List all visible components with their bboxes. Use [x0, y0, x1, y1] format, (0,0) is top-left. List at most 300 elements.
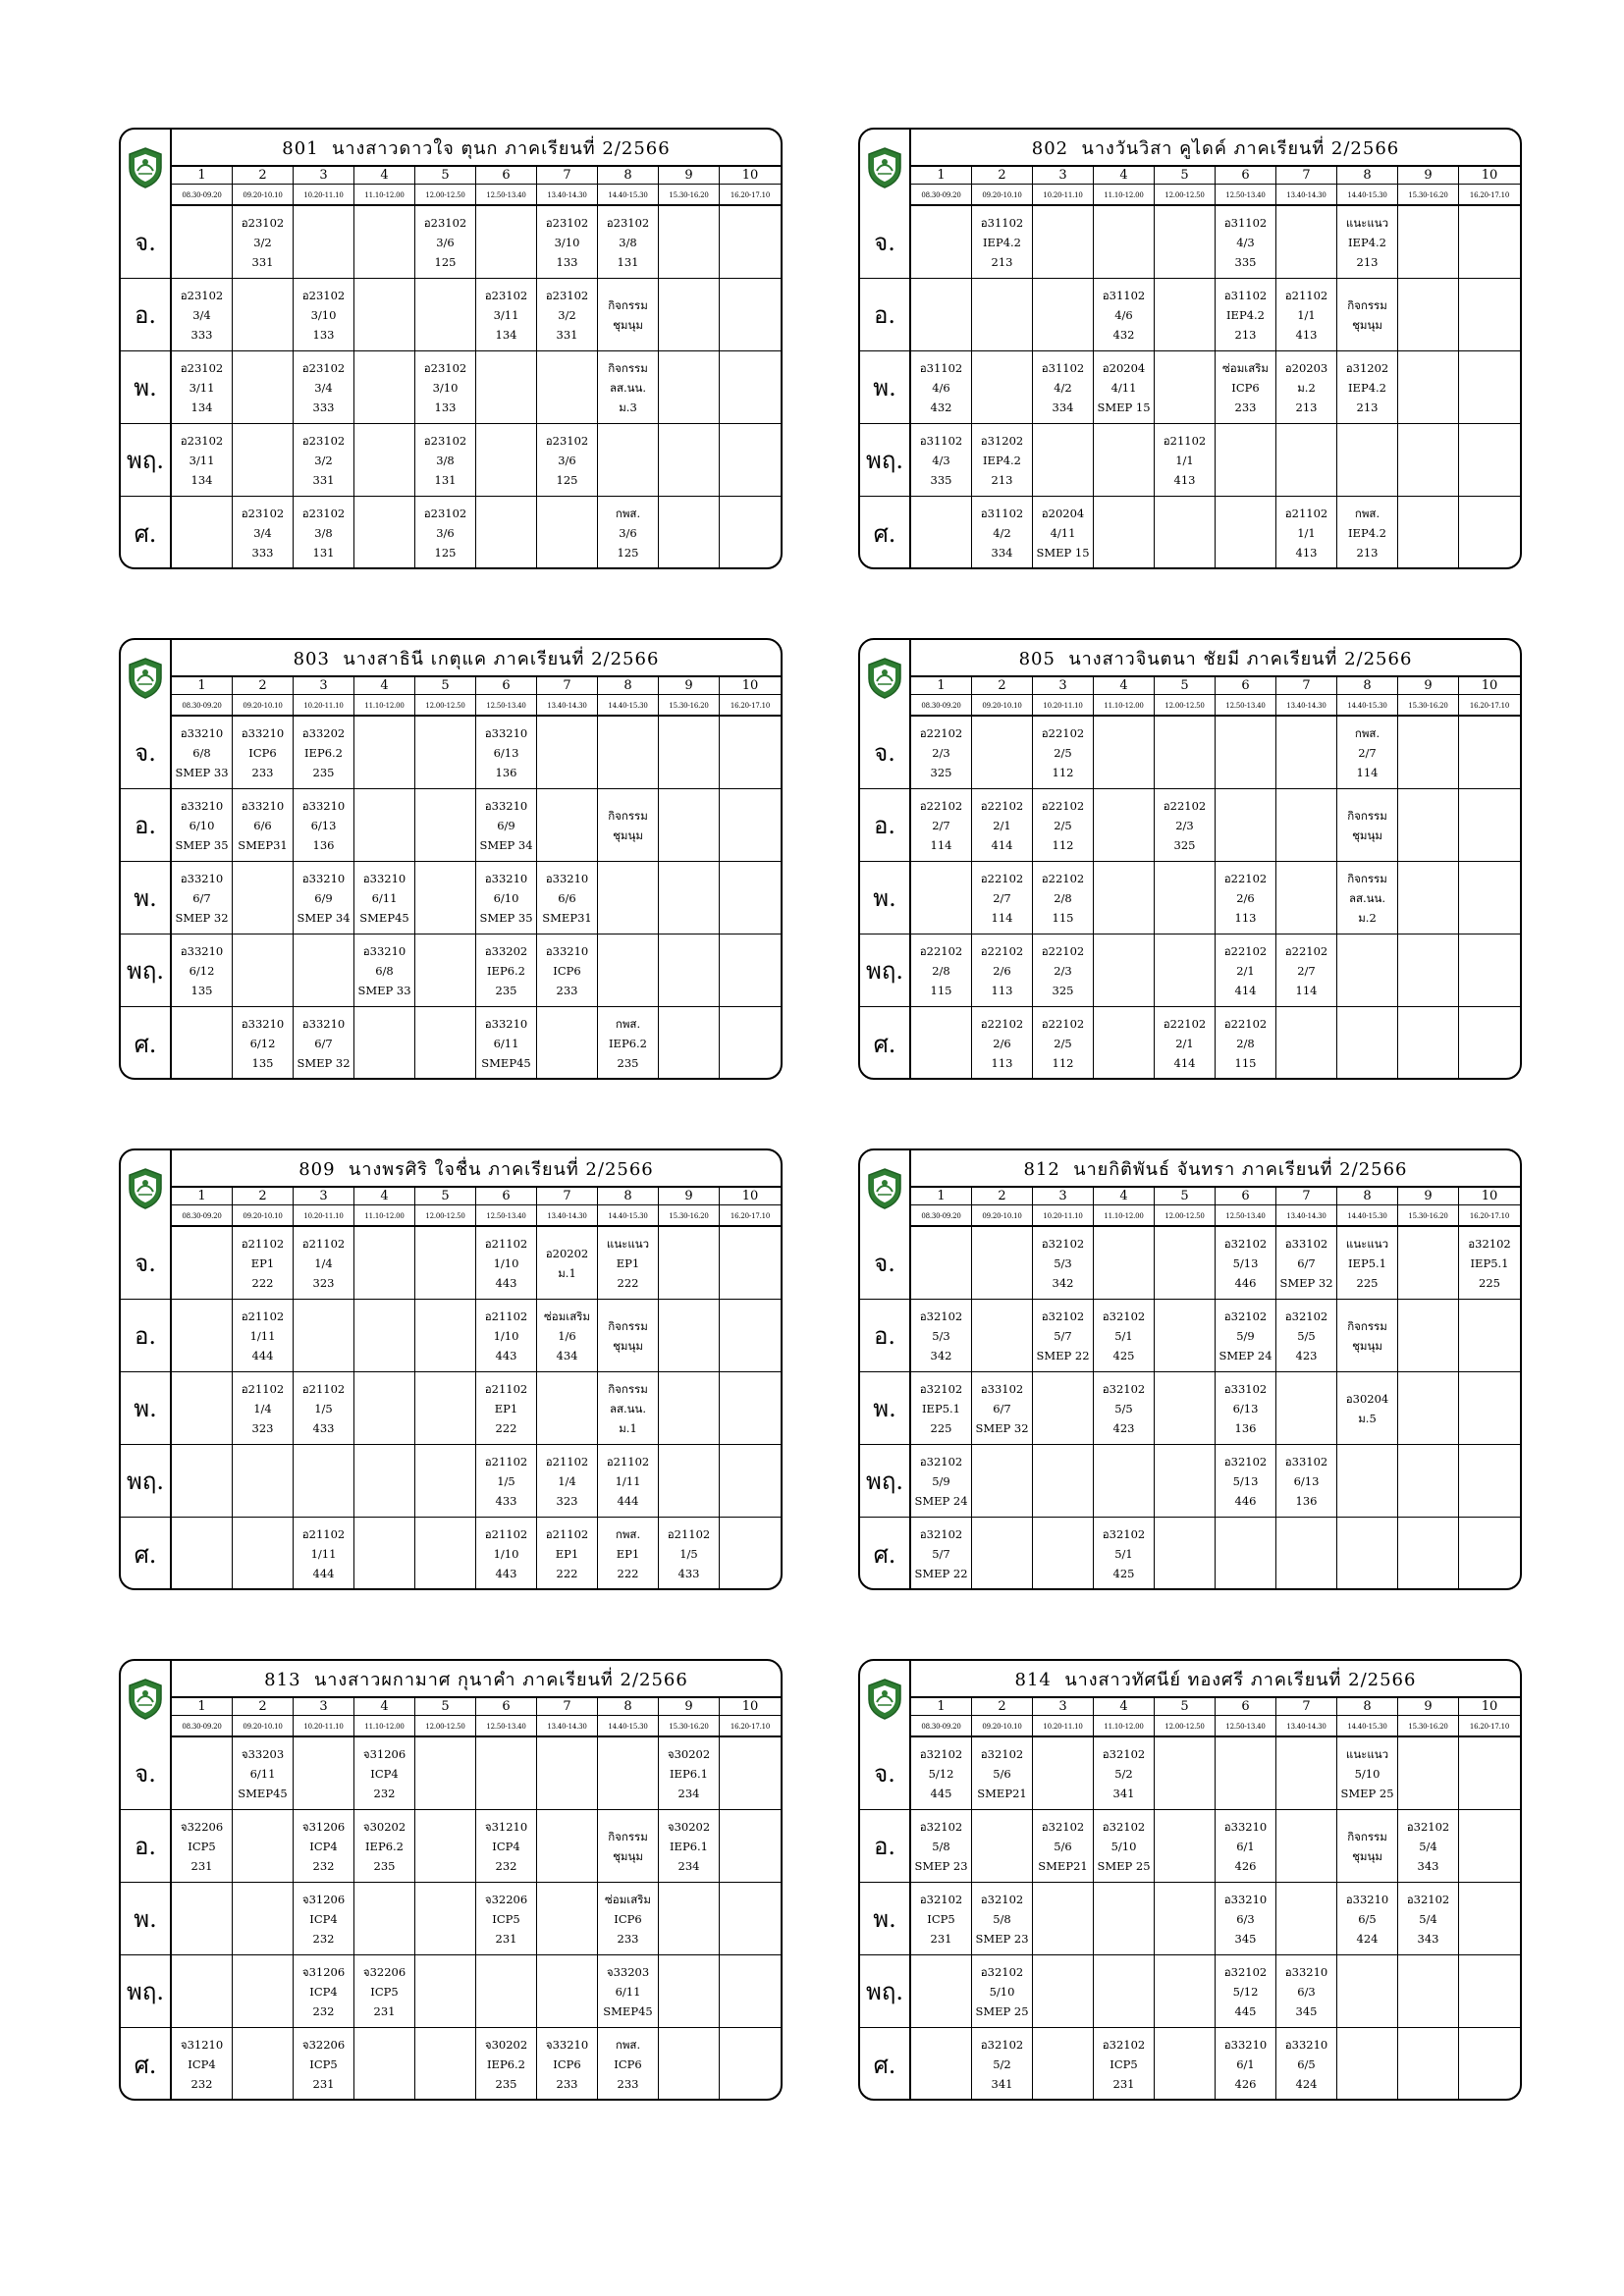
schedule-cell — [972, 1227, 1033, 1299]
schedule-cell — [720, 1300, 781, 1371]
cell-line: อ32102 — [1102, 1381, 1146, 1396]
schedule-cell — [415, 206, 476, 278]
schedule-cell — [476, 206, 537, 278]
schedule-cell — [1216, 1810, 1276, 1882]
cell-line: 1/1 — [1297, 526, 1316, 540]
period-number: 6 — [476, 677, 537, 695]
day-row — [121, 1227, 781, 1300]
cell-line: อ33210 — [180, 798, 224, 813]
period-time: 15.30-16.20 — [1398, 1716, 1459, 1737]
cell-line: 213 — [1356, 254, 1379, 269]
period-time: 08.30-09.20 — [172, 1205, 233, 1227]
schedule-cell — [354, 279, 415, 350]
schedule-cell — [1459, 1955, 1520, 2027]
period-number: 5 — [415, 1698, 476, 1716]
cell-line: อ23102 — [545, 215, 589, 230]
schedule-cell — [172, 1445, 233, 1517]
cell-line: 6/11 — [615, 1984, 641, 1999]
school-crest-icon — [126, 1167, 165, 1210]
period-times — [172, 185, 781, 206]
period-number: 1 — [911, 1698, 972, 1716]
cell-line: 234 — [677, 1858, 700, 1873]
cell-line: 136 — [1234, 1420, 1257, 1435]
cell-line: 6/7 — [192, 890, 211, 905]
schedule-cell — [659, 497, 720, 569]
cell-line: ม.2 — [1358, 910, 1377, 925]
cell-line: 4/3 — [1236, 235, 1255, 249]
schedule-cell — [720, 1737, 781, 1809]
period-times — [172, 1205, 781, 1227]
schedule-cell — [1459, 1007, 1520, 1080]
cell-line: 113 — [991, 983, 1013, 997]
schedule-cell — [1033, 1810, 1094, 1882]
cell-line: 135 — [251, 1056, 274, 1070]
cell-line: อ21102 — [301, 1381, 346, 1396]
period-number: 9 — [1398, 677, 1459, 695]
period-time: 11.10-12.00 — [354, 185, 415, 206]
cell-line: 133 — [312, 327, 335, 342]
schedule-cell — [972, 862, 1033, 934]
cell-line: อ23102 — [301, 507, 346, 520]
cell-line: 5/5 — [1114, 1401, 1133, 1415]
cell-line: IEP6.2 — [487, 2057, 525, 2071]
cell-line: จ30202 — [484, 2038, 528, 2052]
schedule-cell — [720, 1227, 781, 1299]
period-time: 14.40-15.30 — [598, 695, 659, 717]
cell-line: อ33210 — [484, 725, 528, 740]
schedule-cell — [1459, 497, 1520, 569]
schedule-cell — [1459, 1518, 1520, 1590]
schedule-cell — [1398, 497, 1459, 569]
cell-line: SMEP 22 — [1036, 1348, 1090, 1362]
cell-line: อ23102 — [545, 433, 589, 448]
schedule-cell — [972, 1007, 1033, 1080]
schedule-cell — [659, 789, 720, 861]
cell-line: อ23102 — [180, 360, 224, 375]
period-number: 10 — [1459, 677, 1520, 695]
schedule-cell — [1276, 1883, 1337, 1954]
cell-line: 233 — [556, 2077, 578, 2091]
schedule-cell — [1033, 1737, 1094, 1809]
cell-line: 5/6 — [1054, 1839, 1072, 1853]
period-number: 6 — [476, 167, 537, 185]
schedule-cell — [354, 934, 415, 1006]
schedule-cell — [354, 1445, 415, 1517]
timetable-title — [172, 1661, 781, 1698]
schedule-cell — [233, 1372, 294, 1444]
period-time: 13.40-14.30 — [537, 185, 598, 206]
period-number: 8 — [1337, 1698, 1398, 1716]
period-time: 14.40-15.30 — [598, 1716, 659, 1737]
cell-line: 136 — [495, 765, 517, 779]
period-time: 15.30-16.20 — [659, 1716, 720, 1737]
schedule-cell — [476, 424, 537, 496]
cell-line: จ32206 — [180, 1819, 224, 1834]
schedule-cell — [972, 206, 1033, 278]
schedule-cell — [354, 1955, 415, 2027]
schedule-cell — [476, 717, 537, 788]
cell-line: 115 — [930, 983, 952, 997]
cell-line: 6/8 — [375, 963, 394, 978]
cell-line: ชุมนุม — [1352, 1338, 1382, 1353]
cell-line: SMEP21 — [977, 1786, 1027, 1800]
schedule-cell — [1398, 1810, 1459, 1882]
period-number: 4 — [354, 1188, 415, 1205]
cell-line: อ21102 — [1163, 433, 1207, 448]
schedule-cell — [911, 1445, 972, 1517]
schedule-cell — [354, 789, 415, 861]
period-time: 16.20-17.10 — [720, 695, 781, 717]
day-label: พฤ. — [860, 424, 911, 496]
schedule-cell — [598, 351, 659, 423]
schedule-cell — [1398, 1445, 1459, 1517]
period-number: 8 — [598, 677, 659, 695]
school-crest-icon — [865, 1167, 904, 1210]
schedule-cell — [659, 1955, 720, 2027]
cell-line: กิจกรรม — [1347, 808, 1387, 823]
schedule-cell — [1216, 206, 1276, 278]
schedule-cell — [659, 1810, 720, 1882]
period-number: 8 — [1337, 167, 1398, 185]
day-periods — [911, 1737, 1520, 1809]
schedule-cell — [294, 497, 354, 569]
schedule-cell — [1337, 1300, 1398, 1371]
schedule-cell — [1094, 351, 1155, 423]
cell-line: ICP6 — [614, 2057, 642, 2071]
timetable — [119, 1148, 783, 1590]
cell-line: 331 — [312, 472, 335, 487]
cell-line: อ32102 — [980, 1746, 1024, 1761]
cell-line: 231 — [190, 1858, 213, 1873]
schedule-cell — [1337, 424, 1398, 496]
cell-line: อ33210 — [241, 798, 285, 813]
period-number: 6 — [1216, 1188, 1276, 1205]
schedule-cell — [172, 862, 233, 934]
day-periods — [172, 717, 781, 788]
schedule-cell — [1459, 424, 1520, 496]
schedule-cell — [1398, 279, 1459, 350]
schedule-cell — [1033, 206, 1094, 278]
cell-line: ลส.นน. — [609, 1401, 647, 1415]
day-row — [121, 497, 781, 569]
schedule-cell — [659, 206, 720, 278]
day-row — [121, 1007, 781, 1080]
cell-line: อ33210 — [301, 798, 346, 813]
cell-line: จ32206 — [301, 2038, 346, 2052]
day-row — [121, 717, 781, 789]
schedule-cell — [354, 351, 415, 423]
cell-line: จ31206 — [301, 1892, 346, 1906]
period-number: 7 — [537, 167, 598, 185]
cell-line: อ22102 — [1041, 725, 1085, 740]
cell-line: SMEP 24 — [914, 1493, 968, 1508]
cell-line: 6/1 — [1236, 2057, 1255, 2071]
cell-line: ICP5 — [927, 1911, 955, 1926]
cell-line: อ32102 — [1102, 1308, 1146, 1323]
day-periods — [172, 1955, 781, 2027]
schedule-cell — [1033, 934, 1094, 1006]
cell-line: อ31102 — [1223, 215, 1268, 230]
schedule-cell — [1276, 279, 1337, 350]
cell-line: 233 — [556, 983, 578, 997]
schedule-cell — [1398, 1518, 1459, 1590]
cell-line: 342 — [930, 1348, 952, 1362]
period-number: 3 — [1033, 1188, 1094, 1205]
day-periods — [172, 1300, 781, 1371]
cell-line: 114 — [1356, 765, 1379, 779]
cell-line: อ22102 — [919, 943, 963, 958]
period-time: 14.40-15.30 — [1337, 695, 1398, 717]
cell-line: อ22102 — [1163, 798, 1207, 813]
period-numbers — [911, 677, 1520, 695]
schedule-cell — [294, 1372, 354, 1444]
cell-line: อ21102 — [484, 1236, 528, 1251]
cell-line: 6/13 — [493, 745, 519, 760]
schedule-cell — [1276, 717, 1337, 788]
period-time: 15.30-16.20 — [1398, 185, 1459, 206]
cell-line: ม.2 — [1297, 380, 1316, 395]
day-label: พ. — [860, 1883, 911, 1954]
schedule-cell — [172, 351, 233, 423]
cell-line: SMEP45 — [481, 1056, 531, 1070]
schedule-cell — [537, 1445, 598, 1517]
schedule-cell — [354, 206, 415, 278]
timetable-header — [172, 1150, 781, 1227]
schedule-cell — [1155, 1737, 1216, 1809]
cell-line: 231 — [495, 1931, 517, 1946]
schedule-cell — [1033, 1227, 1094, 1299]
cell-line: IEP6.2 — [304, 745, 343, 760]
schedule-cell — [537, 1227, 598, 1299]
schedule-cell — [1459, 1810, 1520, 1882]
cell-line: อ33102 — [1223, 1381, 1268, 1396]
cell-line: อ33210 — [484, 871, 528, 885]
timetable-header — [911, 1661, 1520, 1737]
cell-line: 233 — [1234, 400, 1257, 414]
cell-line: SMEP31 — [542, 910, 592, 925]
cell-line: 2/3 — [1175, 818, 1194, 832]
period-number: 8 — [598, 167, 659, 185]
day-periods — [172, 424, 781, 496]
cell-line: 5/4 — [1419, 1911, 1437, 1926]
cell-line: 5/8 — [993, 1911, 1011, 1926]
period-time: 12.00-12.50 — [415, 1716, 476, 1737]
day-label: ศ. — [860, 497, 911, 569]
schedule-cell — [476, 1007, 537, 1080]
schedule-cell — [1216, 1445, 1276, 1517]
timetable-header — [911, 130, 1520, 206]
schedule-cell — [1033, 1955, 1094, 2027]
day-row — [121, 2028, 781, 2101]
cell-line: 125 — [617, 546, 639, 560]
cell-line: อ33210 — [545, 871, 589, 885]
schedule-cell — [1094, 1737, 1155, 1809]
period-time: 12.00-12.50 — [415, 185, 476, 206]
period-number: 7 — [1276, 1188, 1337, 1205]
cell-line: 231 — [312, 2077, 335, 2091]
cell-line: 323 — [251, 1420, 274, 1435]
cell-line: 4/11 — [1050, 526, 1076, 540]
day-periods — [911, 934, 1520, 1006]
cell-line: อ31102 — [919, 433, 963, 448]
cell-line: 1/10 — [493, 1328, 519, 1343]
period-time: 10.20-11.10 — [294, 1716, 354, 1737]
cell-line: อ32102 — [1041, 1236, 1085, 1251]
schedule-cell — [720, 789, 781, 861]
cell-line: 235 — [373, 1858, 396, 1873]
schedule-cell — [598, 206, 659, 278]
cell-line: EP1 — [494, 1401, 518, 1415]
teacher-title: 814 นางสาวทัศนีย์ ทองศรี ภาคเรียนที่ 2/2566 — [1014, 1669, 1417, 1690]
schedule-cell — [294, 1518, 354, 1590]
schedule-cell — [720, 1372, 781, 1444]
cell-line: 232 — [312, 1931, 335, 1946]
schedule-cell — [233, 279, 294, 350]
schedule-cell — [1155, 1445, 1216, 1517]
schedule-cell — [415, 1955, 476, 2027]
schedule-cell — [1033, 497, 1094, 569]
cell-line: 135 — [190, 983, 213, 997]
schedule-cell — [659, 1300, 720, 1371]
day-label: พฤ. — [860, 1445, 911, 1517]
schedule-cell — [1398, 351, 1459, 423]
period-time: 08.30-09.20 — [911, 695, 972, 717]
day-label: จ. — [121, 1737, 172, 1809]
cell-line: อ23102 — [423, 433, 467, 448]
schedule-cell — [598, 1007, 659, 1080]
cell-line: 112 — [1052, 837, 1074, 852]
period-time: 12.00-12.50 — [1155, 695, 1216, 717]
cell-line: อ21102 — [1284, 288, 1328, 302]
period-time: 08.30-09.20 — [172, 1716, 233, 1737]
day-label: อ. — [121, 1810, 172, 1882]
schedule-cell — [659, 1007, 720, 1080]
period-number: 9 — [1398, 1698, 1459, 1716]
cell-line: 5/9 — [932, 1473, 950, 1488]
cell-line: อ21102 — [301, 1236, 346, 1251]
cell-line: 345 — [1295, 2003, 1318, 2018]
cell-line: SMEP 23 — [914, 1858, 968, 1873]
schedule-cell — [415, 862, 476, 934]
cell-line: 3/2 — [314, 453, 333, 467]
timetable-title — [911, 1150, 1520, 1188]
cell-line: อ33210 — [1223, 1819, 1268, 1834]
cell-line: IEP4.2 — [983, 453, 1021, 467]
cell-line: 6/8 — [192, 745, 211, 760]
cell-line: 233 — [617, 2077, 639, 2091]
schedule-cell — [1155, 717, 1216, 788]
cell-line: 2/6 — [1236, 890, 1255, 905]
day-row — [860, 1300, 1520, 1372]
schedule-cell — [537, 1883, 598, 1954]
cell-line: IEP5.1 — [1470, 1255, 1509, 1270]
day-label: จ. — [860, 206, 911, 278]
schedule-cell — [598, 1518, 659, 1590]
schedule-cell — [233, 717, 294, 788]
schedule-cell — [1094, 934, 1155, 1006]
schedule-cell — [354, 1227, 415, 1299]
schedule-cell — [1398, 1227, 1459, 1299]
schedule-cell — [1033, 1518, 1094, 1590]
cell-line: 5/8 — [932, 1839, 950, 1853]
day-label: ศ. — [121, 2028, 172, 2101]
period-times — [172, 695, 781, 717]
cell-line: อ32102 — [1102, 1746, 1146, 1761]
period-number: 4 — [354, 167, 415, 185]
cell-line: 5/13 — [1232, 1255, 1259, 1270]
period-time: 09.20-10.10 — [233, 185, 294, 206]
cell-line: 1/4 — [253, 1401, 272, 1415]
cell-line: 6/10 — [493, 890, 519, 905]
schedule-cell — [1216, 1518, 1276, 1590]
schedule-cell — [1216, 424, 1276, 496]
cell-line: อ23102 — [180, 288, 224, 302]
period-number: 7 — [1276, 677, 1337, 695]
cell-line: อ22102 — [1041, 798, 1085, 813]
cell-line: อ23102 — [301, 433, 346, 448]
schedule-cell — [720, 497, 781, 569]
cell-line: 446 — [1234, 1493, 1257, 1508]
cell-line: IEP6.2 — [487, 963, 525, 978]
schedule-cell — [598, 279, 659, 350]
period-time: 16.20-17.10 — [1459, 1716, 1520, 1737]
schedule-cell — [1276, 351, 1337, 423]
cell-line: 1/11 — [249, 1328, 276, 1343]
cell-line: 6/13 — [1293, 1473, 1320, 1488]
cell-line: ICP6 — [553, 2057, 581, 2071]
cell-line: อ32102 — [1041, 1819, 1085, 1834]
schedule-cell — [1033, 279, 1094, 350]
cell-line: 5/3 — [1054, 1255, 1072, 1270]
cell-line: อ21102 — [484, 1381, 528, 1396]
school-logo — [121, 130, 172, 206]
schedule-cell — [1033, 2028, 1094, 2101]
schedule-cell — [1459, 351, 1520, 423]
schedule-cell — [537, 497, 598, 569]
schedule-cell — [415, 1810, 476, 1882]
cell-line: อ22102 — [1041, 943, 1085, 958]
cell-line: อ32102 — [919, 1819, 963, 1834]
schedule-cell — [1276, 1955, 1337, 2027]
day-label: พฤ. — [121, 1955, 172, 2027]
cell-line: 331 — [251, 254, 274, 269]
cell-line: กิจกรรม — [608, 1318, 648, 1333]
cell-line: 5/4 — [1419, 1839, 1437, 1853]
cell-line: อ31202 — [980, 433, 1024, 448]
schedule-cell — [1155, 1518, 1216, 1590]
schedule-cell — [294, 717, 354, 788]
period-number: 6 — [476, 1698, 537, 1716]
period-time: 14.40-15.30 — [598, 1205, 659, 1227]
schedule-cell — [1337, 279, 1398, 350]
period-time: 09.20-10.10 — [972, 1205, 1033, 1227]
schedule-cell — [720, 1445, 781, 1517]
period-time: 14.40-15.30 — [1337, 185, 1398, 206]
day-periods — [172, 1883, 781, 1954]
cell-line: อ32102 — [980, 1964, 1024, 1979]
day-label: พฤ. — [860, 934, 911, 1006]
schedule-cell — [659, 279, 720, 350]
cell-line: อ33210 — [180, 943, 224, 958]
schedule-cell — [1398, 424, 1459, 496]
cell-line: 432 — [930, 400, 952, 414]
schedule-cell — [659, 934, 720, 1006]
cell-line: 334 — [1052, 400, 1074, 414]
cell-line: กพส. — [615, 507, 641, 520]
cell-line: กพส. — [615, 2038, 641, 2052]
period-time: 15.30-16.20 — [659, 185, 720, 206]
schedule-cell — [1276, 206, 1337, 278]
